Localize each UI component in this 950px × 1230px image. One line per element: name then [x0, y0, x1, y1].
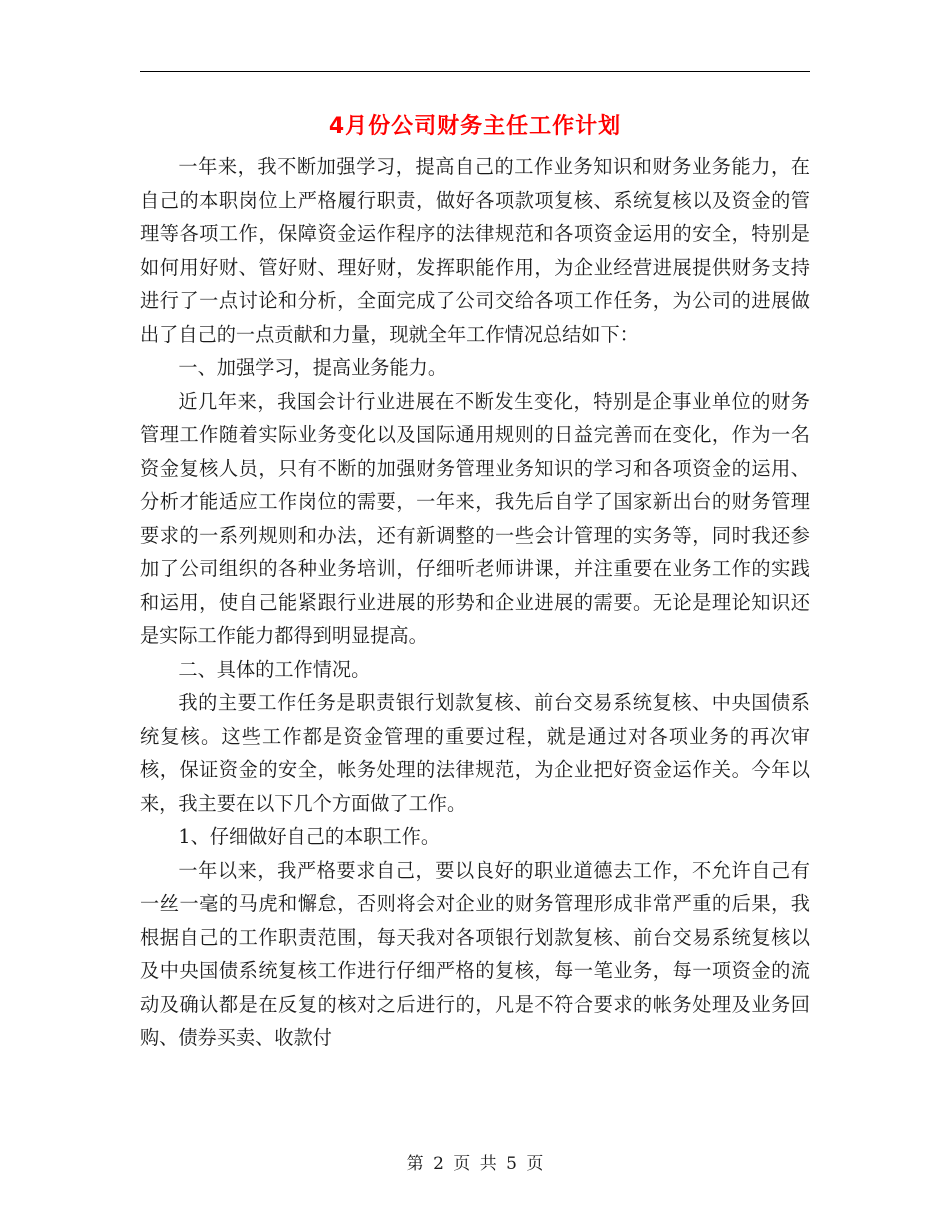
section-heading-study: 一、加强学习，提高业务能力。 — [178, 356, 448, 379]
paragraph-study: 近几年来，我国会计行业进展在不断发生变化，特别是企事业单位的财务管理工作随着实际业务变化以及国际通用规则的日益完善而在变化，作为一名资金复核人员，只有不断的加强财务管理业务知识的学习和各项资金的运用、分析才能适应工作岗位的需要，一年来，我先后自学了国家新出台的财务管理要求的一系列规则和办法，还有新调整的一些会计管理的实务等，同时我还参加了公司组织的各种业务培训，仔细听老师讲课，并注重要在业务工作的实践和运用，使自己能紧跟行业进展的形势和企业进展的需要。无论是理论知识还是实际工作能力都得到明显提高。 — [140, 389, 810, 647]
page-number-footer: 第 2 页 共 5 页 — [406, 1154, 544, 1174]
paragraph-work: 我的主要工作任务是职责银行划款复核、前台交易系统复核、中央国债系统复核。这些工作都是资金管理的重要过程，就是通过对各项业务的再次审核，保证资金的安全，帐务处理的法律规范，为企业把好资金运作关。今年以来，我主要在以下几个方面做了工作。 — [140, 691, 810, 815]
document-body — [140, 150, 810, 1055]
header-rule — [140, 71, 810, 72]
document-title: 4月份公司财务主任工作计划 — [328, 114, 622, 139]
paragraph-intro: 一年来，我不断加强学习，提高自己的工作业务知识和财务业务能力，在自己的本职岗位上严格履行职责，做好各项款项复核、系统复核以及资金的管理等各项工作，保障资金运作程序的法律规范和各项资金运用的安全，特别是如何用好财、管好财、理好财，发挥职能作用，为企业经营进展提供财务支持进行了一点讨论和分析，全面完成了公司交给各项工作任务，为公司的进展做出了自己的一点贡献和力量，现就全年工作情况总结如下： — [140, 155, 810, 346]
subsection-heading-duty: 1、仔细做好自己的本职工作。 — [178, 825, 441, 848]
paragraph-duty: 一年以来，我严格要求自己，要以良好的职业道德去工作，不允许自己有一丝一毫的马虎和懈怠，否则将会对企业的财务管理形成非常严重的后果，我根据自己的工作职责范围，每天我对各项银行划款复核、前台交易系统复核以及中央国债系统复核工作进行仔细严格的复核，每一笔业务，每一项资金的流动及确认都是在反复的核对之后进行的，凡是不符合要求的帐务处理及业务回购、债券买卖、收款付 — [140, 858, 810, 1049]
section-heading-work: 二、具体的工作情况。 — [178, 657, 371, 681]
